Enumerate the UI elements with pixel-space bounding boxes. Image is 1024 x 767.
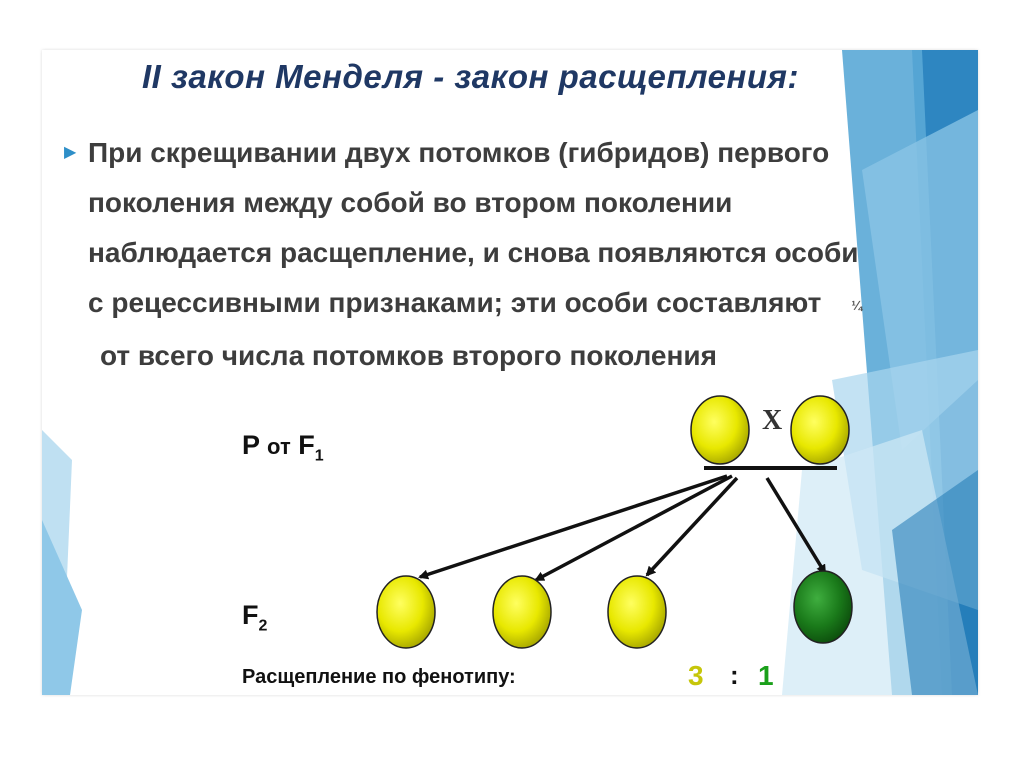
phenotype-split-label: Расщепление по фенотипу:: [242, 666, 516, 688]
offspring-seed-yellow: [493, 576, 551, 648]
inheritance-diagram: [42, 50, 978, 695]
f1-subscript: 1: [314, 447, 324, 465]
bullet-triangle-icon: ▶: [64, 144, 77, 161]
offspring-seed-yellow: [608, 576, 666, 648]
f2-subscript: 2: [258, 617, 268, 635]
offspring-seed-green: [794, 571, 852, 643]
body-line: от всего числа потомков второго поколения: [100, 340, 717, 371]
slide: [42, 50, 978, 695]
ratio-separator: :: [730, 660, 739, 690]
cross-symbol: X: [762, 405, 783, 436]
slide-title: II закон Менделя - закон расщепления:: [142, 58, 799, 95]
f2-letter: F: [242, 600, 259, 630]
f1-letter: F: [298, 430, 315, 460]
arrow: [647, 478, 737, 575]
offspring-seed-yellow: [377, 576, 435, 648]
body-line: При скрещивании двух потомков (гибридов) первого: [88, 137, 830, 168]
fraction-quarter: ¼: [851, 298, 863, 313]
body-line-text: с рецессивными признаками; эти особи составляют: [88, 287, 822, 318]
body-line: наблюдается расщепление, и снова появляются особи: [88, 237, 859, 268]
ratio-dominant: 3: [688, 660, 704, 691]
p-letter: P: [242, 430, 260, 460]
arrow: [767, 478, 825, 573]
parent-generation-label: [242, 430, 324, 465]
p-from-text: от: [267, 434, 291, 459]
parent-seed-yellow: [791, 396, 849, 464]
ratio-recessive: 1: [758, 660, 774, 691]
f2-generation-label: [242, 600, 267, 635]
parent-seed-yellow: [691, 396, 749, 464]
body-line: поколения между собой во втором поколении: [88, 187, 733, 218]
